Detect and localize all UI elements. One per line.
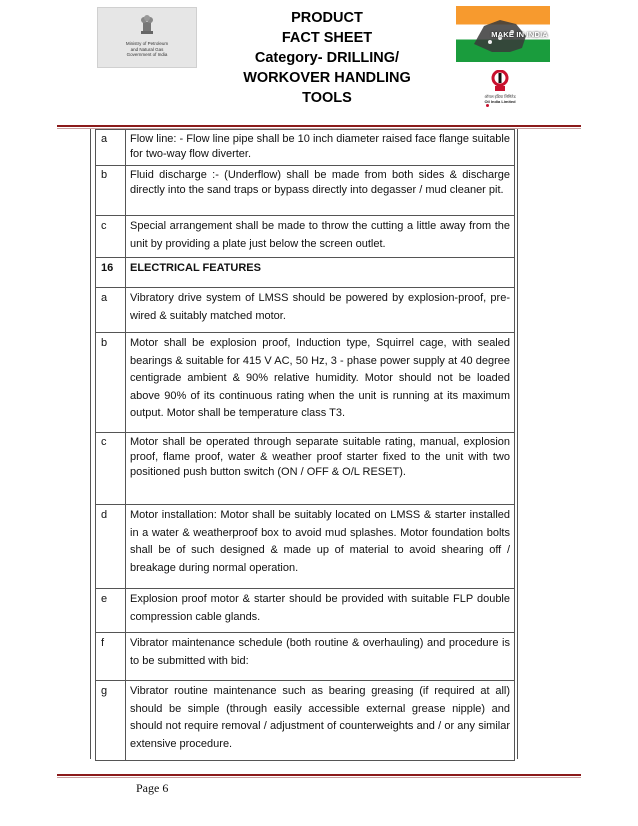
table-row	[96, 130, 515, 166]
row-sn: f	[96, 633, 126, 681]
row-sn: b	[96, 333, 126, 433]
footer-rule-thin	[57, 777, 581, 778]
row-text: Explosion proof motor & starter should be provided with suitable FLP double compression cable glands.	[126, 589, 515, 633]
ministry-logo	[97, 7, 197, 68]
national-emblem-icon	[138, 14, 156, 36]
row-sn: c	[96, 216, 126, 258]
table-row	[96, 166, 515, 216]
row-text: Motor installation: Motor shall be suitably located on LMSS & starter installed in a water & weatherproof box to avoid mud splashes. Motor foundation bolts shall be of such designed & made up of material to avoid shearing off / breakage during normal operation.	[126, 505, 515, 589]
section-header-row	[96, 258, 515, 288]
row-text: Vibratory drive system of LMSS should be powered by explosion-proof, pre-wired & suitably matched motor.	[126, 288, 515, 333]
row-sn: c	[96, 433, 126, 505]
row-sn: a	[96, 130, 126, 166]
row-text: Fluid discharge :- (Underflow) shall be made from both sides & discharge directly into the sand traps or bypass directly into degasser / mud cleaner pit.	[126, 166, 515, 216]
spec-table-frame	[90, 129, 518, 759]
row-text: Motor shall be operated through separate suitable rating, manual, explosion proof, flame proof, water & weather proof starter fixed to the unit with two positioned push button switch (ON / OFF & O/L RESET).	[126, 433, 515, 505]
row-sn: g	[96, 681, 126, 761]
table-row	[96, 505, 515, 589]
row-sn: e	[96, 589, 126, 633]
page-title	[222, 8, 432, 108]
table-row	[96, 681, 515, 761]
title-line: TOOLS	[302, 90, 352, 106]
footer-rule	[57, 774, 581, 776]
row-text: Motor shall be explosion proof, Induction type, Squirrel cage, with sealed bearings & suitable for 415 V AC, 50 Hz, 3 - phase power supply at 40 degree centigrade ambient & 90% relative humidity. Motor should not be loaded above 90% of its continuous rating when the unit is running at its maximum output. Motor shall be temperature class T3.	[126, 333, 515, 433]
table-row	[96, 333, 515, 433]
row-sn: b	[96, 166, 126, 216]
row-sn: a	[96, 288, 126, 333]
make-in-india-text: MAKE IN INDIA	[491, 30, 548, 39]
oil-india-name: Oil India Limited	[484, 99, 516, 104]
row-text: Flow line: - Flow line pipe shall be 10 inch diameter raised face flange suitable for two-way flow diverter.	[126, 130, 515, 166]
ministry-line: Ministry of Petroleum	[125, 41, 169, 46]
ministry-text	[102, 41, 192, 58]
table-row	[96, 433, 515, 505]
page-number: Page 6	[136, 781, 169, 795]
title-line: Category- DRILLING/	[254, 50, 400, 66]
section-title: ELECTRICAL FEATURES	[126, 258, 515, 288]
spec-table	[95, 129, 515, 761]
red-dot	[486, 104, 489, 107]
row-text: Special arrangement shall be made to throw the cutting a little away from the unit by providing a plate just below the screen outlet.	[126, 216, 515, 258]
make-in-india-logo	[456, 6, 550, 62]
table-row	[96, 589, 515, 633]
header-rule	[57, 125, 581, 127]
section-number: 16	[96, 258, 126, 288]
oil-india-logo-icon	[480, 70, 520, 94]
title-line: WORKOVER HANDLING	[243, 70, 411, 86]
title-line: FACT SHEET	[281, 30, 373, 46]
row-text: Vibrator routine maintenance such as bearing greasing (if required at all) should be simple (through easily accessible external grease nipple) and should not require removal / adjustment of counterweights and / or any similar extensive procedure.	[126, 681, 515, 761]
row-sn: d	[96, 505, 126, 589]
table-row	[96, 633, 515, 681]
page-header	[0, 0, 638, 126]
row-text: Vibrator maintenance schedule (both routine & overhauling) and procedure is to be submitted with bid:	[126, 633, 515, 681]
table-row	[96, 288, 515, 333]
ministry-line: and Natural Gas	[130, 46, 164, 52]
ministry-line: Government of India	[126, 52, 168, 57]
table-row	[96, 216, 515, 258]
oil-india-hindi-text: ऑयल इंडिया लिमिटेड	[484, 94, 516, 99]
title-line: PRODUCT	[291, 10, 363, 26]
